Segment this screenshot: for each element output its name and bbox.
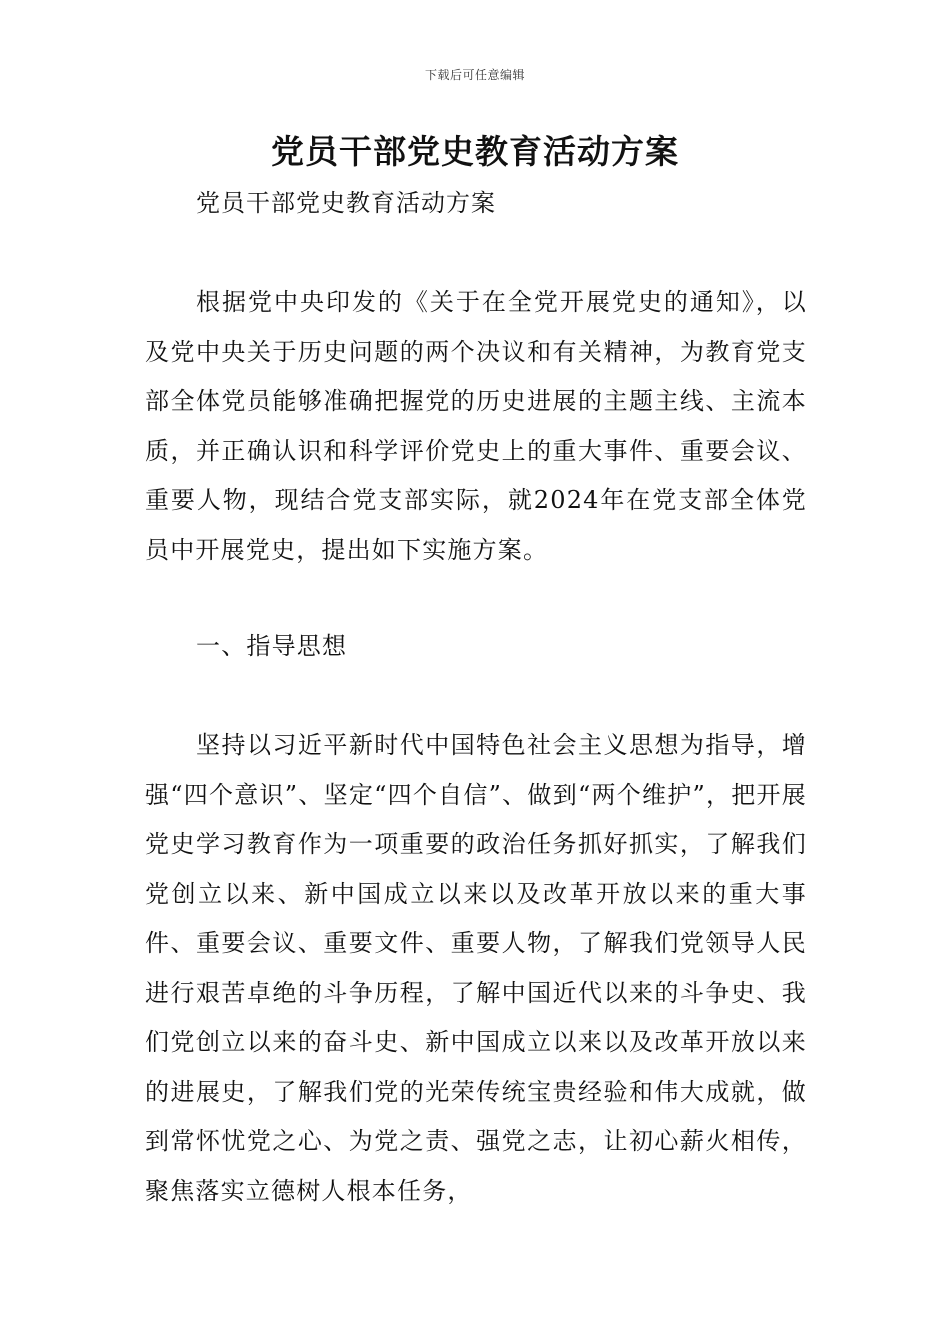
header-note: 下载后可任意编辑 [424, 68, 525, 82]
section-paragraph-guiding-ideology: 坚持以习近平新时代中国特色社会主义思想为指导，增强“四个意识”、坚定“四个自信”、做到“两个维护”，把开展党史学习教育作为一项重要的政治任务抓好抓实，了解我们党创立以来、新中国成立以来以及改革开放以来的重大事件、重要会议、重要文件、重要人物，了解我们党领导人民进行艰苦卓绝的斗争历程，了解中国近代以来的斗争史、我们党创立以来的奋斗史、新中国成立以来以及改革开放以来的进展史，了解我们党的光荣传统宝贵经验和伟大成就，做到常怀忧党之心、为党之责、强党之志，让初心薪火相传，聚焦落实立德树人根本任务， [145, 731, 807, 1205]
section-heading-guiding-ideology: 一、指导思想 [196, 632, 348, 660]
intro-paragraph: 根据党中央印发的《关于在全党开展党史的通知》，以及党中央关于历史问题的两个决议和有关精神，为教育党支部全体党员能够准确把握党的历史进展的主题主线、主流本质，并正确认识和科学评价党史上的重大事件、重要会议、重要人物，现结合党支部实际，就2024年在党支部全体党员中开展党史，提出如下实施方案。 [145, 288, 807, 564]
document-subtitle: 党员干部党史教育活动方案 [196, 189, 496, 217]
document-title: 党员干部党史教育活动方案 [271, 132, 679, 171]
